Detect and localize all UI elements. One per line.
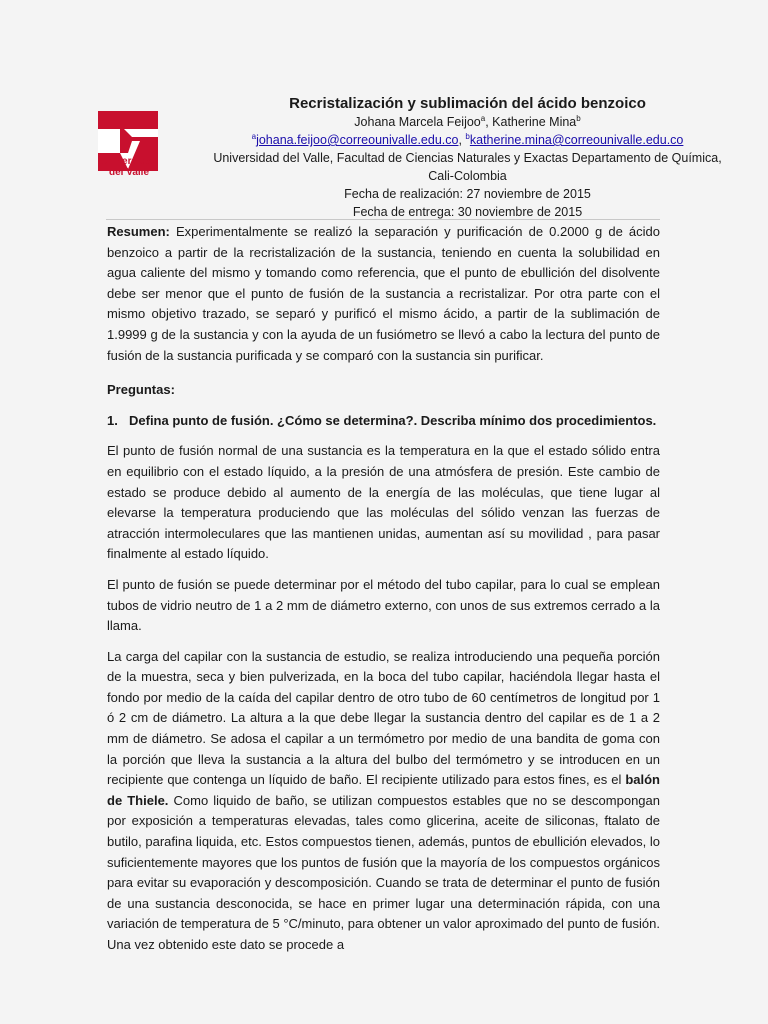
paragraph-3 — [107, 647, 660, 956]
question-1 — [107, 411, 660, 432]
author-2-sup: b — [576, 113, 581, 123]
author-1-sup: a — [480, 113, 486, 123]
author-separator: , — [485, 115, 493, 129]
abstract-label: Resumen: — [107, 224, 170, 239]
question-1-number: 1. — [107, 412, 118, 428]
paragraph-2: El punto de fusión se puede determinar por el método del tubo capilar, para lo cual se emplean tubos de vidrio neutro de 1 a 2 mm de diámetro externo, con unos de sus extremos cerrado a la llama. — [107, 576, 660, 634]
university-logo-text — [96, 156, 162, 178]
questions-heading: Preguntas: — [107, 382, 175, 398]
author-2: Katherine Mina — [492, 115, 577, 129]
paragraph-3-part-1: La carga del capilar con la sustancia de estudio, se realiza introduciendo una pequeña porción de la muestra, seca y bien pulverizada, en la boca del tubo capilar, haciéndola llegar hasta el fondo por medio de la caída del capilar dentro de otro tubo de 60 centímetros de longitud por 1 ó 2 cm de diámetro. La altura a la que debe llegar la sustancia dentro del capilar es de 1 a 2 mm de diámetro. Se adosa el capilar a un termómetro por medio de una bandita de goma con la porción que lleva la sustancia a la altura del bulbo del termómetro y se introducen en un recipiente que contenga un líquido de baño. El recipiente utilizado para estos fines, es el — [107, 648, 660, 788]
date-realizacion: Fecha de realización: 27 noviembre de 2015 — [344, 187, 591, 201]
email-1-link[interactable]: johana.feijoo@correounivalle.edu.co — [256, 133, 459, 147]
email-separator: , — [458, 133, 466, 147]
paper-title: Recristalización y sublimación del ácido benzoico — [289, 95, 646, 112]
email-2-sup: b — [465, 131, 470, 141]
email-1-sup: a — [251, 131, 257, 141]
affiliation: Universidad del Valle, Facultad de Ciencias Naturales y Exactas Departamento de Química, — [213, 151, 722, 165]
abstract-text: Experimentalmente se realizó la separación y purificación de 0.2000 g de ácido benzoico a partir de la recristalización de la sustancia, teniendo en cuenta la solubilidad en agua caliente del mismo y tomando como referencia, que el punto de ebullición del disolvente debe ser menor que el punto de fusión de la sustancia a recristalizar. Por otra parte con el mismo objetivo trazado, se separó y purificó el mismo ácido, a partir de la sublimación de 1.9999 g de la sustancia y con la ayuda de un fusiómetro se llevó a cabo la lectura del punto de fusión de la sustancia purificada y se comparó con la sustancia sin purificar. — [107, 224, 660, 363]
logo-line-1: Universidad — [100, 156, 158, 167]
logo-line-2: del Valle — [108, 167, 150, 178]
paragraph-1: El punto de fusión normal de una sustancia es la temperatura en la que el estado sólido entra en equilibrio con el estado líquido, a la presión de una atmósfera de presión. Este cambio de estado se produce debido al aumento de la energía de las moléculas, que tiene lugar al elevarse la temperatura produciendo que las moléculas del sólido venzan las fuerzas de atracción intermoleculares que las mantienen unidas, aumentan así su movilidad , para pasar finalmente al estado líquido. — [107, 443, 660, 562]
paragraph-3-bold: balón de Thiele. — [107, 772, 660, 808]
paper-body — [107, 222, 660, 966]
authors-line — [170, 113, 765, 131]
abstract-paragraph — [107, 222, 660, 366]
paper-header — [170, 94, 765, 221]
emails-line — [170, 131, 765, 149]
question-1-text: Defina punto de fusión. ¿Cómo se determina?. Describa mínimo dos procedimientos. — [129, 412, 657, 428]
paragraph-3-part-2: Como liquido de baño, se utilizan compuestos estables que no se descompongan por exposición a temperaturas elevadas, tales como glicerina, aceite de siliconas, ftalato de butilo, parafina liquida, etc. Estos compuestos tienen, además, puntos de ebullición elevados, lo suficientemente mayores que los puntos de fusión que la mayoría de los compuestos orgánicos para evitar su evaporación y descomposición. Cuando se trata de determinar el punto de fusión de una sustancia desconocida, se hace en primer lugar una determinación rápida, con una variación de temperatura de 5 °C/minuto, para obtener un valor aproximado del punto de fusión. Una vez obtenido este dato se procede a — [107, 792, 660, 952]
email-2-link[interactable]: katherine.mina@correounivalle.edu.co — [469, 133, 684, 147]
header-divider — [106, 219, 660, 220]
date-entrega: Fecha de entrega: 30 noviembre de 2015 — [352, 205, 583, 219]
author-1: Johana Marcela Feijoo — [354, 115, 481, 129]
city: Cali-Colombia — [428, 169, 507, 183]
